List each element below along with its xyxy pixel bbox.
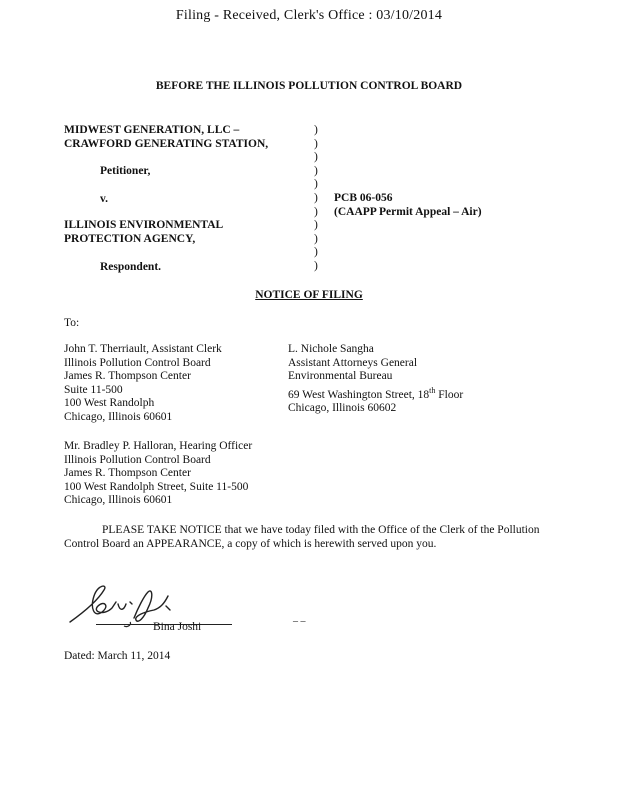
case-info <box>334 192 482 219</box>
paren: ) <box>314 124 318 136</box>
address-line: John T. Therriault, Assistant Clerk <box>64 343 222 355</box>
paren: ) <box>314 232 318 245</box>
petitioner-name-line-2: CRAWFORD GENERATING STATION, <box>64 137 269 150</box>
address-line: James R. Thompson Center <box>64 467 191 480</box>
notice-title: NOTICE OF FILING <box>255 289 363 301</box>
address-line: Chicago, Illinois 60601 <box>64 410 173 423</box>
ordinal-suffix: th <box>429 385 436 395</box>
paren: ) <box>314 178 318 191</box>
board-title: BEFORE THE ILLINOIS POLLUTION CONTROL BOARD <box>155 80 463 92</box>
paren: ) <box>314 246 318 259</box>
versus-label: v. <box>100 193 108 205</box>
signature-mark: _ _ <box>293 612 306 623</box>
case-type: (CAAPP Permit Appeal – Air) <box>334 205 482 218</box>
respondent-name <box>64 219 223 246</box>
paren: ) <box>314 191 318 204</box>
address-line <box>288 384 463 402</box>
address-line: Mr. Bradley P. Halloran, Hearing Officer <box>64 440 253 452</box>
paren: ) <box>314 219 318 232</box>
signer-name: Bina Joshi <box>153 621 202 633</box>
address-line: 100 West Randolph Street, Suite 11-500 <box>64 480 249 493</box>
respondent-name-line-1: ILLINOIS ENVIRONMENTAL <box>64 219 224 231</box>
recipient-attorney-general <box>288 343 463 416</box>
address-line: Suite 11-500 <box>64 383 123 396</box>
address-line: 100 West Randolph <box>64 397 155 410</box>
paren: ) <box>314 205 318 218</box>
address-line: Environmental Bureau <box>288 370 393 383</box>
address-line: Chicago, Illinois 60601 <box>64 494 173 507</box>
filing-stamp: Filing - Received, Clerk's Office : 03/10/2014 <box>175 8 443 23</box>
to-label: To: <box>64 317 80 329</box>
address-line: James R. Thompson Center <box>64 370 191 383</box>
paren: ) <box>314 164 318 177</box>
notice-body: PLEASE TAKE NOTICE that we have today filed with the Office of the Clerk of the Pollution Control Board an APPEARANCE, a copy of which is herewith served upon you. <box>64 524 540 550</box>
address-floor: Floor <box>435 388 464 401</box>
address-line: L. Nichole Sangha <box>288 343 374 355</box>
address-line: Assistant Attorneys General <box>288 356 418 369</box>
recipient-hearing-officer <box>64 440 252 508</box>
case-number: PCB 06-056 <box>334 192 393 204</box>
address-line: Chicago, Illinois 60602 <box>288 402 397 415</box>
paren: ) <box>314 137 318 150</box>
address-line: Illinois Pollution Control Board <box>64 356 211 369</box>
petitioner-name-line-1: MIDWEST GENERATION, LLC – <box>64 124 240 136</box>
address-street: 69 West Washington Street, 18 <box>288 388 430 401</box>
paren: ) <box>314 259 318 272</box>
paren: ) <box>314 151 318 164</box>
dated-line: Dated: March 11, 2014 <box>64 650 171 662</box>
recipient-clerk <box>64 343 222 425</box>
respondent-role: Respondent. <box>100 261 162 273</box>
petitioner-name <box>64 124 268 151</box>
caption-parentheses <box>314 124 324 274</box>
respondent-name-line-2: PROTECTION AGENCY, <box>64 232 196 245</box>
petitioner-role: Petitioner, <box>100 165 151 177</box>
address-line: Illinois Pollution Control Board <box>64 453 211 466</box>
